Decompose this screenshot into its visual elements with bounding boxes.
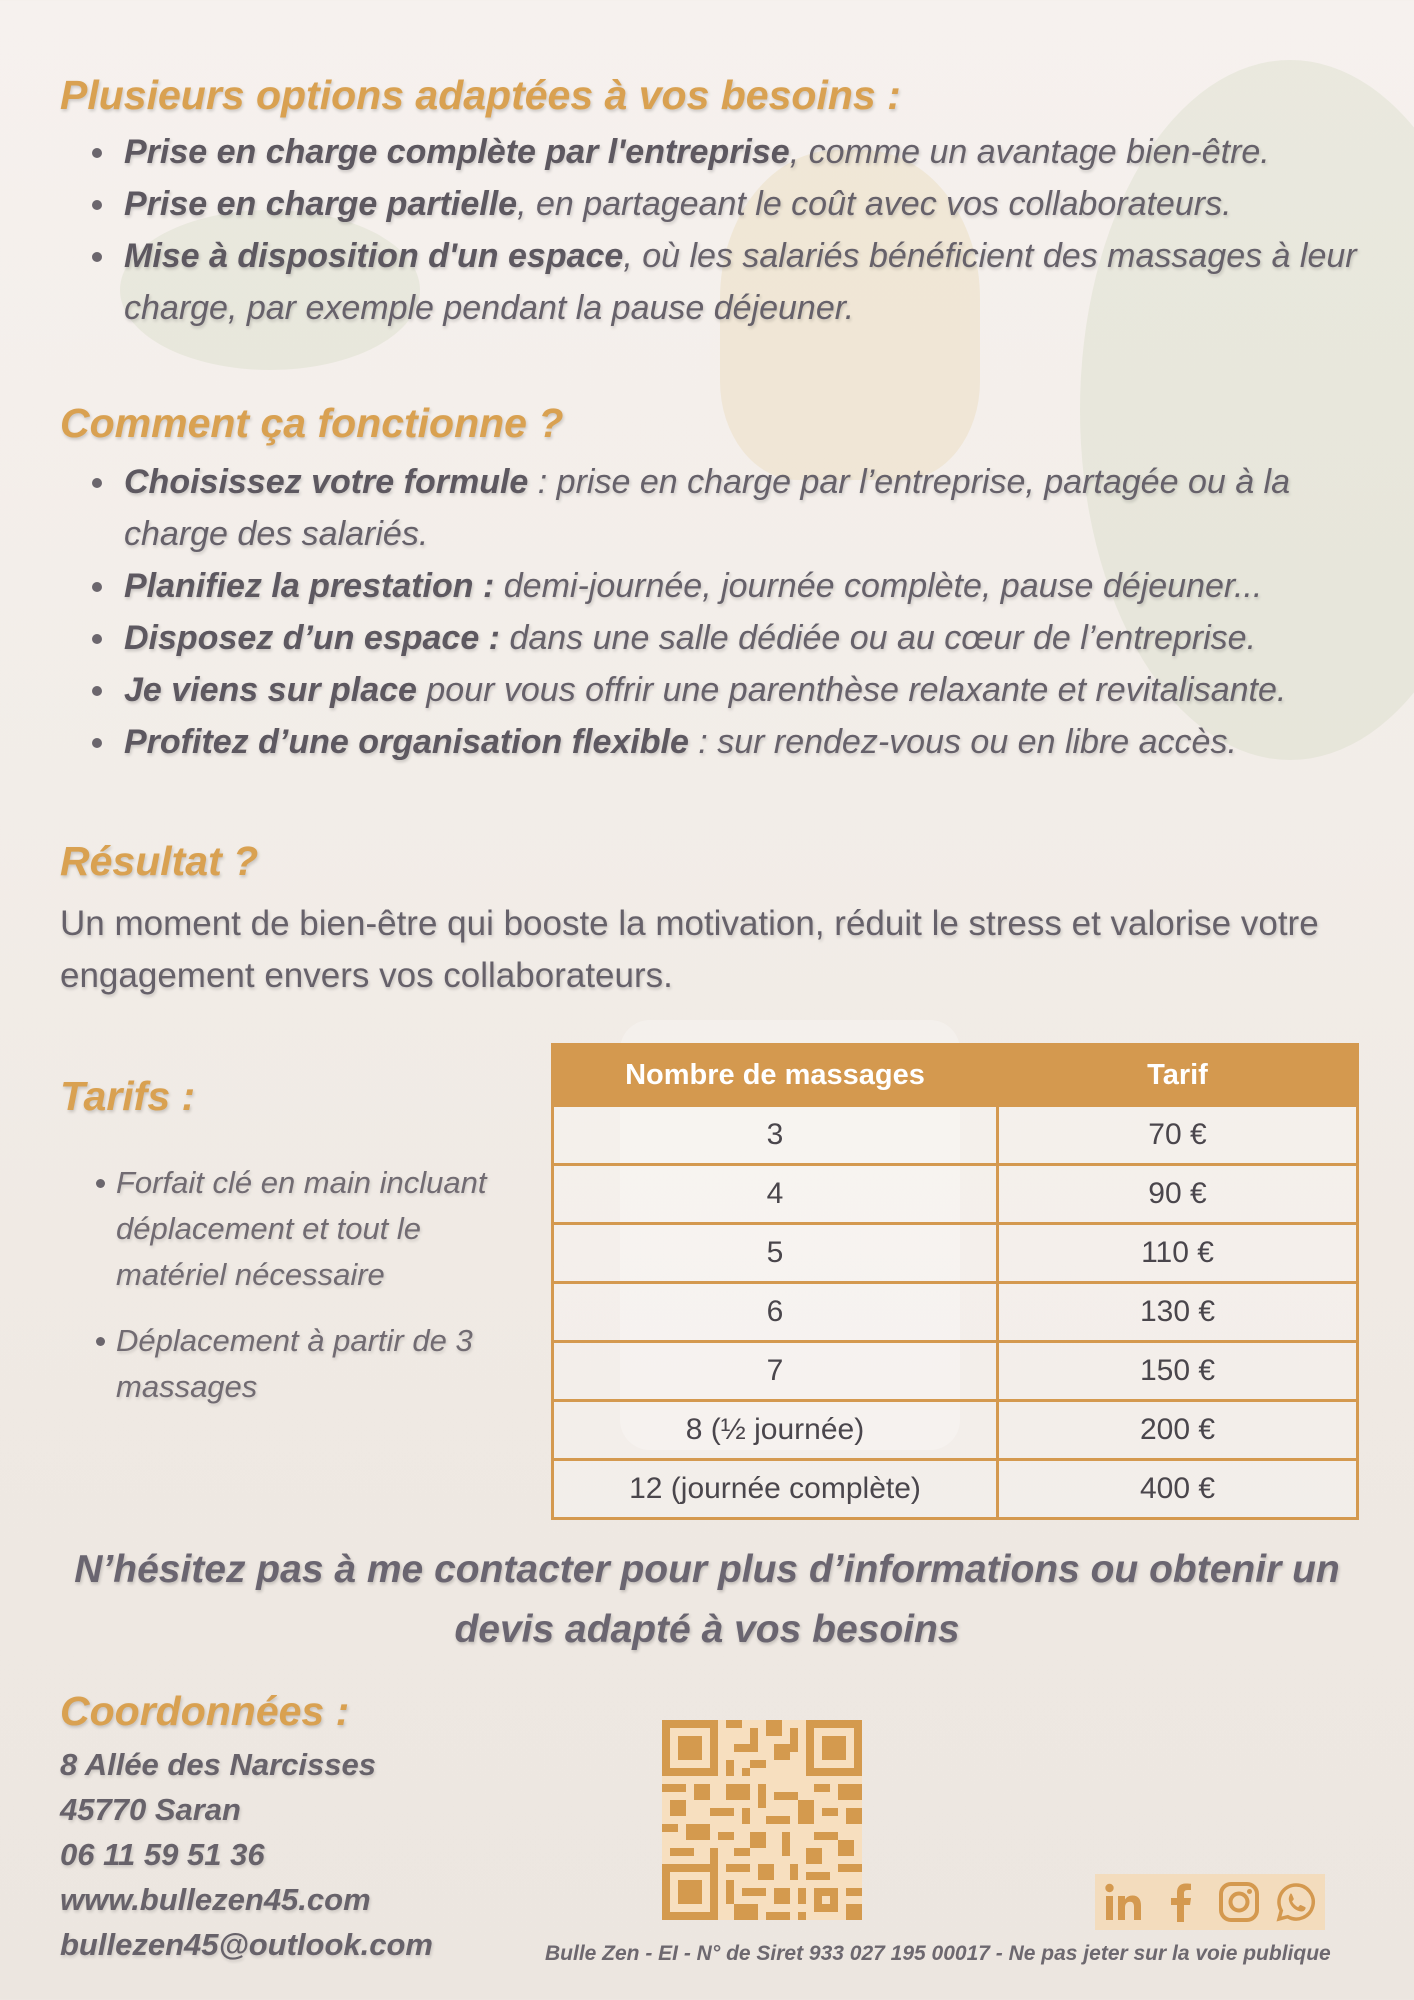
table-cell: 7: [553, 1342, 998, 1401]
website-link[interactable]: www.bullezen45.com: [60, 1882, 371, 1917]
result-title: Résultat ?: [60, 838, 259, 884]
table-cell: 110 €: [998, 1224, 1358, 1283]
column-header: Nombre de massages: [553, 1045, 998, 1106]
contact-title: Coordonnées :: [60, 1688, 350, 1734]
table-cell: 70 €: [998, 1106, 1358, 1165]
howto-list: [60, 456, 1380, 768]
options-title: Plusieurs options adaptées à vos besoins :: [60, 72, 901, 118]
tarif-note: Forfait clé en main incluant déplacement et tout le matériel nécessaire: [60, 1160, 530, 1298]
table-cell: 3: [553, 1106, 998, 1165]
linkedin-icon[interactable]: [1101, 1879, 1147, 1925]
footer-legal: Bulle Zen - EI - N° de Siret 933 027 195 00017 - Ne pas jeter sur la voie publique: [545, 1942, 1331, 1965]
table-cell: 5: [553, 1224, 998, 1283]
table-row: [553, 1106, 1358, 1165]
list-item: Disposez d’un espace : dans une salle dédiée ou au cœur de l’entreprise.: [60, 612, 1380, 664]
qr-code-icon: [662, 1720, 862, 1920]
table-row: [553, 1460, 1358, 1519]
table-cell: 130 €: [998, 1283, 1358, 1342]
list-item: Profitez d’une organisation flexible : sur rendez-vous ou en libre accès.: [60, 716, 1380, 768]
table-cell: 90 €: [998, 1165, 1358, 1224]
address-line: 8 Allée des Narcisses: [60, 1747, 376, 1782]
social-links: [1095, 1874, 1325, 1930]
table-cell: 400 €: [998, 1460, 1358, 1519]
tarifs-title: Tarifs :: [60, 1073, 196, 1119]
table-header-row: [553, 1045, 1358, 1106]
instagram-icon[interactable]: [1216, 1879, 1262, 1925]
table-cell: 150 €: [998, 1342, 1358, 1401]
list-item: Planifiez la prestation : demi-journée, journée complète, pause déjeuner...: [60, 560, 1380, 612]
contact-details: [60, 1742, 433, 1967]
options-list: [60, 126, 1380, 334]
phone-number: 06 11 59 51 36: [60, 1837, 265, 1872]
column-header: Tarif: [998, 1045, 1358, 1106]
whatsapp-icon[interactable]: [1273, 1879, 1319, 1925]
table-row: [553, 1401, 1358, 1460]
list-item: Prise en charge complète par l'entreprise, comme un avantage bien-être.: [60, 126, 1380, 178]
table-row: [553, 1165, 1358, 1224]
list-item: Choisissez votre formule : prise en charge par l’entreprise, partagée ou à la charge des salariés.: [60, 456, 1380, 560]
table-cell: 4: [553, 1165, 998, 1224]
result-text: Un moment de bien-être qui booste la motivation, réduit le stress et valorise votre engagement envers vos collaborateurs.: [60, 904, 1319, 995]
list-item: Mise à disposition d'un espace, où les salariés bénéficient des massages à leur charge, par exemple pendant la pause déjeuner.: [60, 230, 1380, 334]
table-row: [553, 1224, 1358, 1283]
price-table: [551, 1043, 1359, 1520]
table-row: [553, 1342, 1358, 1401]
list-item: Je viens sur place pour vous offrir une parenthèse relaxante et revitalisante.: [60, 664, 1380, 716]
table-row: [553, 1283, 1358, 1342]
email-link[interactable]: bullezen45@outlook.com: [60, 1927, 433, 1962]
table-cell: 200 €: [998, 1401, 1358, 1460]
tarif-note: Déplacement à partir de 3 massages: [60, 1318, 530, 1410]
postal-city: 45770 Saran: [60, 1792, 241, 1827]
howto-title: Comment ça fonctionne ?: [60, 400, 564, 446]
contact-cta: N’hésitez pas à me contacter pour plus d’informations ou obtenir un devis adapté à vos besoins: [74, 1548, 1340, 1651]
table-cell: 8 (½ journée): [553, 1401, 998, 1460]
table-cell: 12 (journée complète): [553, 1460, 998, 1519]
facebook-icon[interactable]: [1158, 1879, 1204, 1925]
table-cell: 6: [553, 1283, 998, 1342]
tarif-notes: [60, 1160, 530, 1430]
list-item: Prise en charge partielle, en partageant le coût avec vos collaborateurs.: [60, 178, 1380, 230]
